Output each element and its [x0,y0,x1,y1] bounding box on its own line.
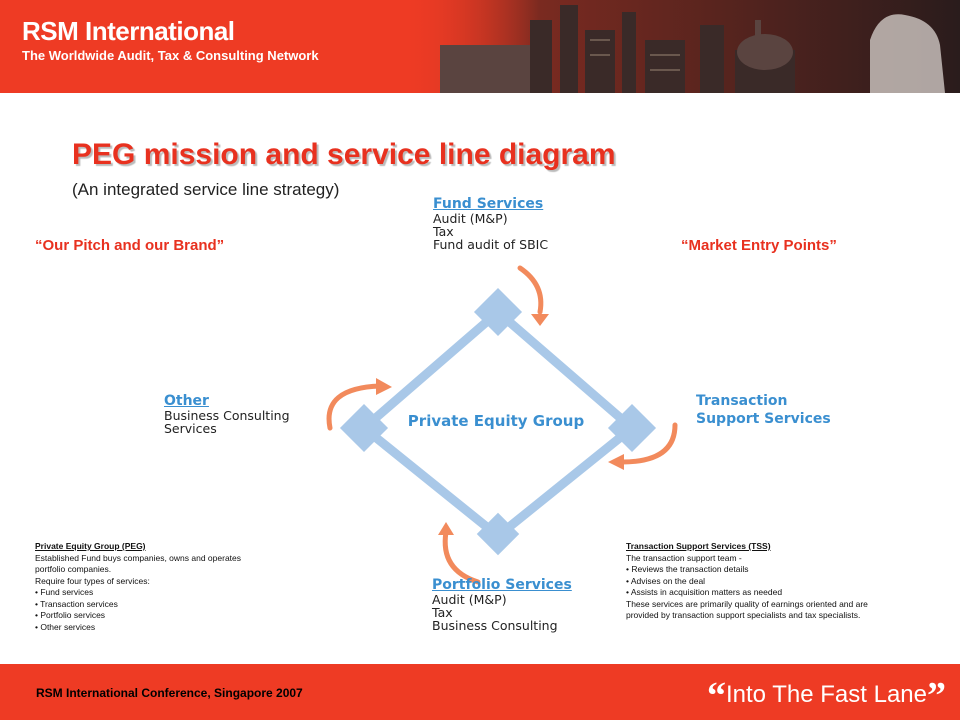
other-services-block [164,393,290,435]
slogan-text: Into The Fast Lane [725,681,927,708]
portfolio-service-item: Business Consulting [432,618,558,633]
fund-services-block [433,196,548,251]
diamond-edge-bottom-right [498,428,632,536]
tss-note [626,541,926,622]
pitch-label: “Our Pitch and our Brand” [35,237,225,254]
market-label: “Market Entry Points” [681,237,837,254]
portfolio-service-item: Tax [432,605,453,620]
slogan-close-quote: ” [927,675,946,717]
arrowhead-left [376,378,392,395]
diamond-edge-top-right [498,312,632,428]
peg-note [35,541,335,633]
peg-note-line: portfolio companies. [35,564,112,574]
fund-service-item: Audit (M&P) [433,211,508,226]
footer-banner [0,664,960,720]
peg-note-line: Established Fund buys companies, owns and operates [35,552,242,563]
transaction-label-line: Support Services [696,411,831,427]
tss-note-line: provided by transaction support specialists and tax specialists. [626,610,861,620]
peg-note-line: • Portfolio services [35,610,106,620]
other-service-item: Business Consulting [164,408,290,423]
tss-note-line: The transaction support team - [626,552,742,563]
tss-note-line: These services are primarily quality of earnings oriented and are [626,598,868,609]
other-service-item: Services [164,421,217,436]
peg-note-line: • Transaction services [35,598,118,609]
conference-label: RSM International Conference, Singapore 2007 [36,686,303,700]
fund-service-item: Tax [433,224,454,239]
brand-name: RSM International [22,16,235,46]
tss-note-line: • Assists in acquisition matters as needed [626,587,783,597]
arrow-bottom [445,532,478,582]
portfolio-service-item: Audit (M&P) [432,592,507,607]
tss-note-line: • Reviews the transaction details [626,564,749,574]
fund-service-item: Fund audit of SBIC [433,237,549,252]
other-services-heading: Other [164,393,209,409]
transaction-services-block [696,392,831,428]
portfolio-services-heading: Portfolio Services [432,577,572,593]
peg-note-line: • Fund services [35,587,94,597]
peg-note-line: • Other services [35,621,96,632]
peg-note-heading: Private Equity Group (PEG) [35,541,146,551]
diamond-edge-top-left [364,312,498,428]
arrowhead-right [608,454,624,470]
tss-note-heading: Transaction Support Services (TSS) [626,541,771,551]
portfolio-services-block [432,577,572,632]
arrow-top [520,268,541,312]
slide-subtitle: (An integrated service line strategy) [72,180,340,199]
fund-services-heading: Fund Services [433,196,544,212]
transaction-label-line: Transaction [696,393,788,409]
arrowhead-bottom [438,522,454,535]
brand-tagline: The Worldwide Audit, Tax & Consulting Network [22,48,319,63]
diamond-edge-bottom-left [364,428,498,536]
slide-title: PEG mission and service line diagram [72,138,616,171]
arrowhead-top [531,314,549,326]
slogan [707,674,946,718]
peg-note-line: Require four types of services: [35,575,150,586]
tss-note-line: • Advises on the deal [626,575,706,586]
slogan-open-quote: “ [706,675,726,717]
center-label: Private Equity Group [407,412,585,430]
